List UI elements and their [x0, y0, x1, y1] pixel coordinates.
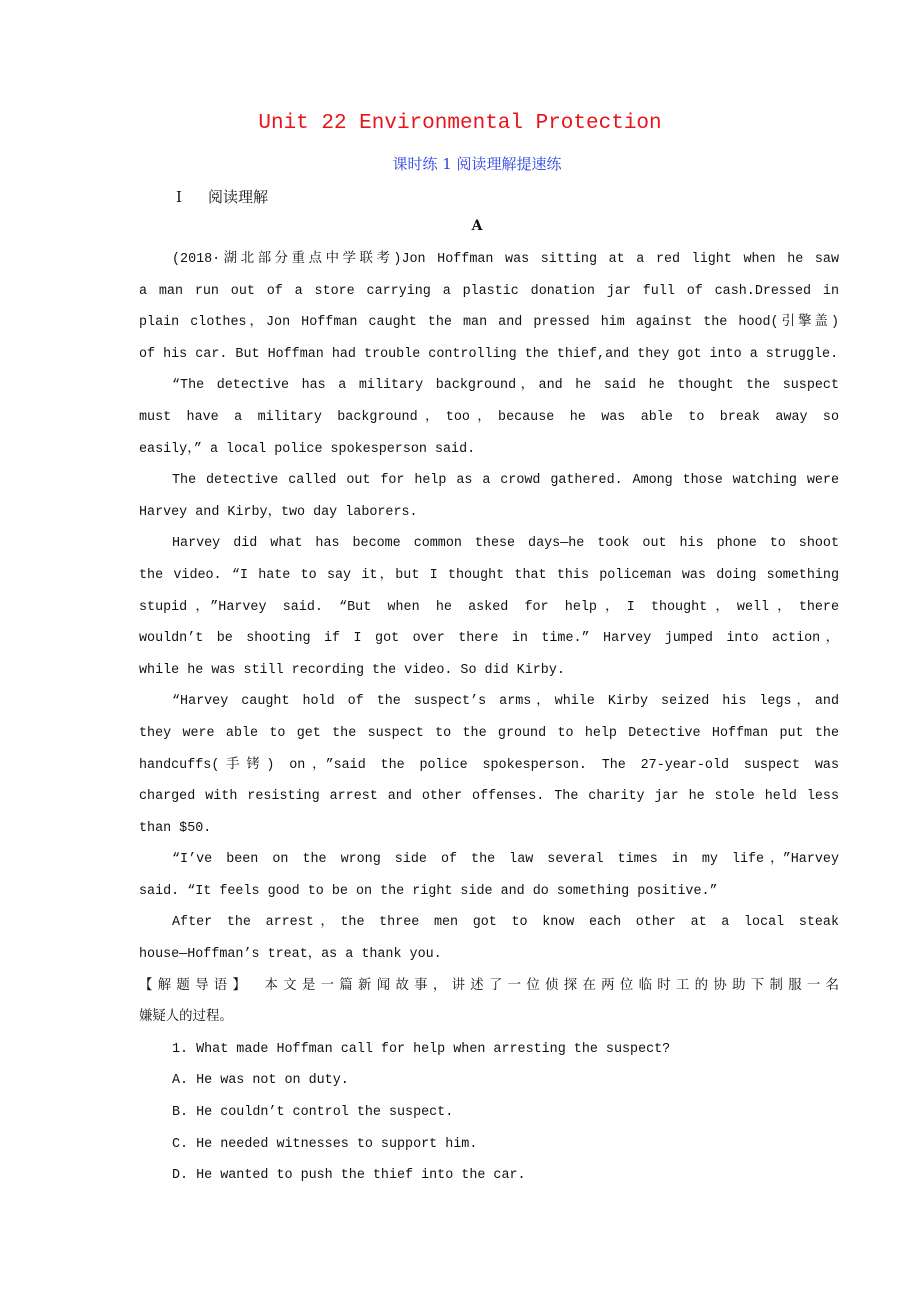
text-line: 【解题导语】 本文是一篇新闻故事，讲述了一位侦探在两位临时工的协助下制服一名 [139, 978, 839, 994]
text-line: Harvey and Kirby，two day laborers. [139, 504, 418, 520]
text-line: (2018·湖北部分重点中学联考)Jon Hoffman was sitting at a red light when he saw [172, 252, 839, 267]
text-line: wouldn’t be shooting if I got over there in time.” Harvey jumped into action， [139, 631, 839, 647]
text-line: easily，” a local police spokesperson said. [139, 441, 476, 457]
text-line: handcuffs(手铐) on，”said the police spokesperson. The 27-year-old suspect was [139, 757, 839, 773]
text-line: house—Hoffman’s treat，as a thank you. [139, 947, 442, 963]
text-line: said. “It feels good to be on the right side and do something positive.” [139, 883, 718, 899]
text-line: The detective called out for help as a crowd gathered. Among those watching were [172, 473, 839, 489]
text-line: After the arrest，the three men got to know each other at a local steak [172, 915, 839, 931]
text-line: “Harvey caught hold of the suspect’s arms，while Kirby seized his legs，and [172, 694, 839, 710]
unit-title: Unit 22 Environmental Protection [258, 112, 662, 135]
text-line: a man run out of a store carrying a plastic donation jar full of cash.Dressed in [139, 283, 839, 299]
text-line: the video. “I hate to say it，but I thought that this policeman was doing something [139, 567, 839, 583]
text-line: “The detective has a military background，and he said he thought the suspect [172, 378, 839, 394]
text-line: plain clothes，Jon Hoffman caught the man and pressed him against the hood(引擎盖) [139, 315, 839, 331]
text-line: C. He needed witnesses to support him. [172, 1136, 478, 1152]
text-line: 嫌疑人的过程。 [139, 1010, 233, 1026]
text-line: B. He couldn’t control the suspect. [172, 1105, 454, 1121]
text-line: than $50. [139, 820, 212, 836]
text-line: while he was still recording the video. So did Kirby. [139, 662, 565, 678]
text-line: stupid，”Harvey said. “But when he asked for help，I thought，well，there [139, 599, 839, 615]
text-line: D. He wanted to push the thief into the car. [172, 1168, 526, 1184]
text-line: “I’ve been on the wrong side of the law several times in my life，”Harvey [172, 852, 839, 868]
section-numeral: Ⅰ [176, 188, 182, 206]
passage-body [139, 249, 839, 1197]
text-line: A. He was not on duty. [172, 1073, 349, 1089]
text-line: they were able to get the suspect to the ground to help Detective Hoffman put the [139, 725, 839, 741]
section-label: 阅读理解 [207, 188, 268, 206]
text-line: Harvey did what has become common these days—he took out his phone to shoot [172, 536, 839, 552]
section-heading [176, 186, 294, 207]
text-line: charged with resisting arrest and other offenses. The charity jar he stole held less [139, 789, 839, 805]
text-line: 1. What made Hoffman call for help when arresting the suspect? [172, 1041, 671, 1057]
text-line: must have a military background，too，because he was able to break away so [139, 409, 839, 425]
text-line: of his car. But Hoffman had trouble controlling the thief,and they got into a struggle. [139, 346, 839, 362]
passage-label: A [471, 218, 483, 234]
lesson-subtitle: 课时练 1 阅读理解提速练 [392, 155, 562, 173]
